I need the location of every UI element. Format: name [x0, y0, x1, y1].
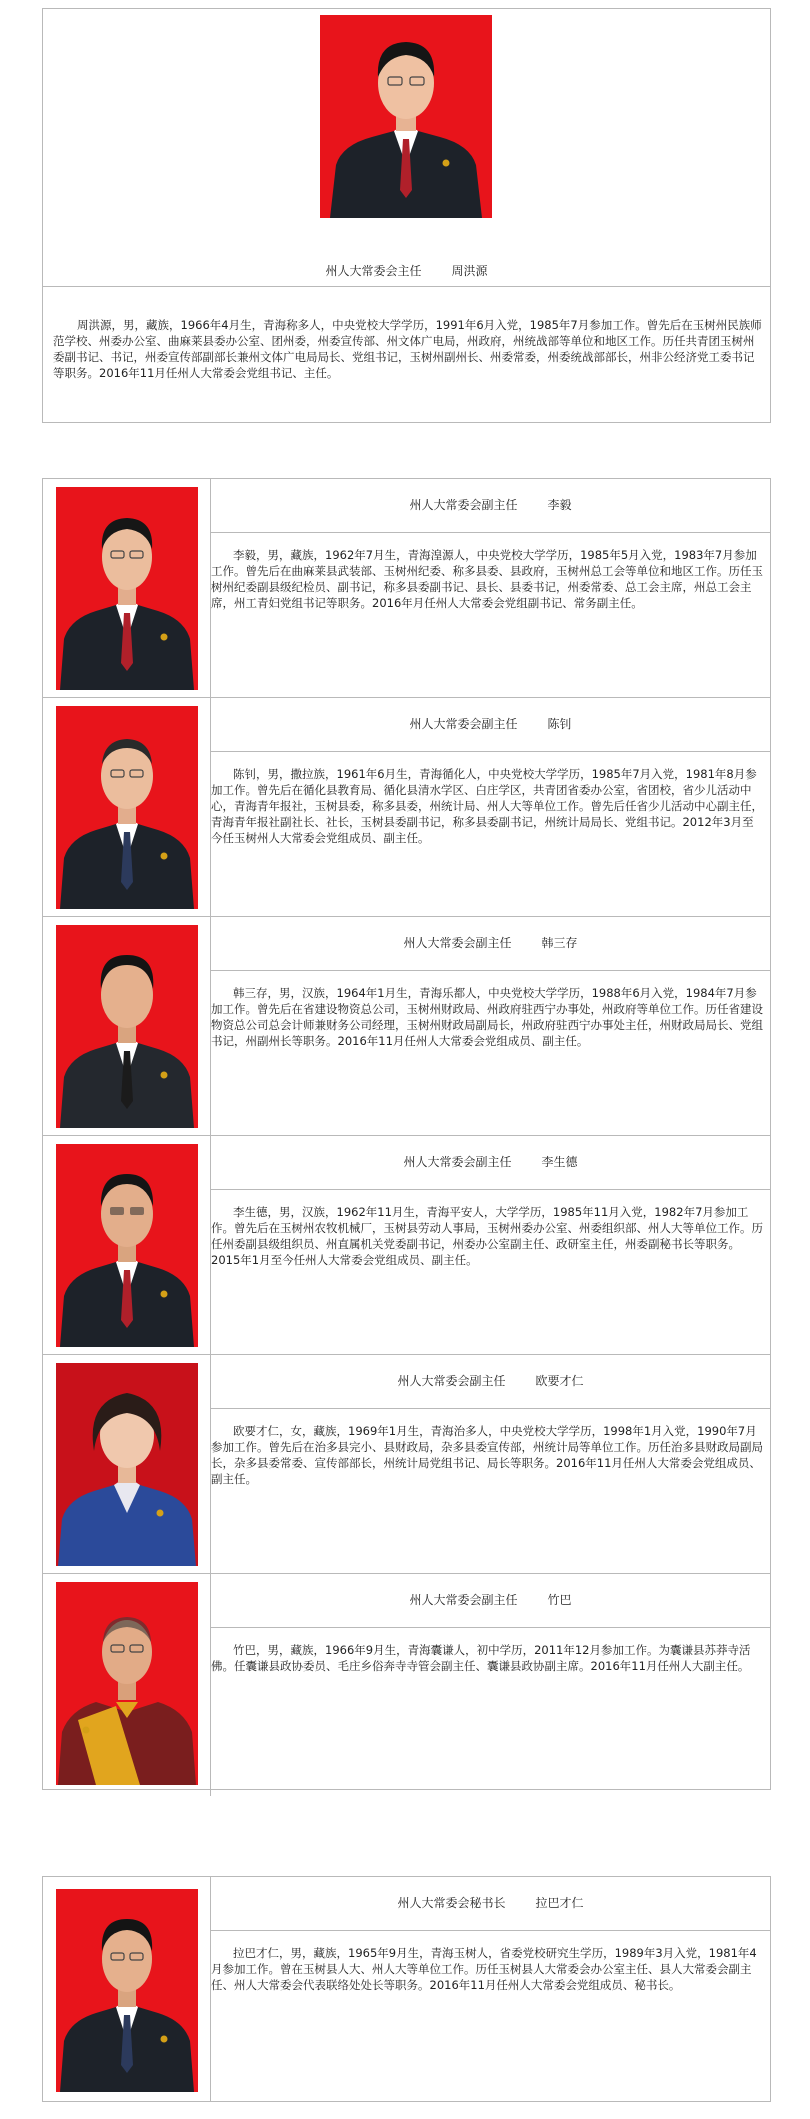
- vice-chair-row: [43, 479, 770, 697]
- text-cell: [211, 1574, 770, 1796]
- chairman-name: 周洪源: [451, 264, 488, 278]
- vice-chair-bio: 陈钊，男，撒拉族，1961年6月生，青海循化人，中央党校大学学历，1985年7月入党，1981年8月参加工作。曾先后在循化县教育局、循化县清水学区、白庄学区，共青团省委办公室，省团校，省少儿活动中心，青海青年报社，玉树县委，称多县委，州统计局、州人大等单位工作。曾先后任省少儿活动中心副主任，青海青年报社副社长、社长，玉树县委副书记，称多县委副书记，州统计局局长、党组书记。2012年3月至今任玉树州人大常委会党组成员、副主任。: [211, 767, 763, 845]
- vice-chair-name: 韩三存: [541, 936, 578, 950]
- vice-chair-title: 州人大常委会副主任: [403, 936, 512, 950]
- vice-chair-name: 陈钊: [547, 717, 572, 731]
- text-cell: [211, 698, 770, 916]
- photo-cell: [43, 1574, 211, 1796]
- text-cell: [211, 1136, 770, 1354]
- vice-chair-bio: 李毅，男，藏族，1962年7月生，青海湟源人，中央党校大学学历，1985年5月入党，1983年7月参加工作。曾先后在曲麻莱县武装部、玉树州纪委、称多县委、县政府，玉树州总工会等单位和地区工作。历任玉树州纪委副县级纪检员、副书记，称多县委副书记、县长、县委书记，州委常委、总工会主席，州总工会主席，州工青妇党组书记等职务。2016年月任州人大常委会党组副书记、常务副主任。: [211, 548, 763, 610]
- secretary-title: 州人大常委会秘书长: [397, 1896, 506, 1910]
- vice-chair-title: 州人大常委会副主任: [409, 717, 518, 731]
- secretary-row: [43, 1877, 770, 2101]
- secretary-photo: [56, 1889, 198, 2092]
- vice-chair-bio: 韩三存，男，汉族，1964年1月生，青海乐都人，中央党校大学学历，1988年6月入党，1984年7月参加工作。曾先后在省建设物资总公司，玉树州财政局、州政府驻西宁办事处，州政府等单位工作。历任省建设物资总公司总会计师兼财务公司经理，玉树州财政局副局长，州政府驻西宁办事处主任，州财政局局长、党组书记，州副州长等职务。2016年11月任州人大常委会党组成员、副主任。: [211, 986, 763, 1048]
- secretary-name: 拉巴才仁: [535, 1896, 584, 1910]
- chairman-photo-cell: [43, 9, 770, 287]
- vice-chair-row: [43, 916, 770, 1135]
- vice-chair-row: [43, 1573, 770, 1796]
- photo-cell: [43, 1877, 211, 2101]
- text-cell: [211, 1355, 770, 1573]
- text-cell: [211, 917, 770, 1135]
- photo-cell: [43, 479, 211, 697]
- chairman-title: 州人大常委会主任: [325, 264, 422, 278]
- vice-chair-row: [43, 1135, 770, 1354]
- vice-chair-title: 州人大常委会副主任: [409, 498, 518, 512]
- vice-chair-photo: [56, 925, 198, 1128]
- vice-chair-caption: [211, 917, 770, 971]
- vice-chair-bio: 欧要才仁，女，藏族，1969年1月生，青海治多人，中央党校大学学历，1998年1月入党，1990年7月参加工作。曾先后在治多县完小、县财政局，杂多县委宣传部，州统计局等单位工作。历任治多县财政局副局长，杂多县委常委、宣传部部长，州统计局党组书记、局长等职务。2016年11月任州人大常委会党组成员、副主任。: [211, 1424, 763, 1486]
- vice-chair-title: 州人大常委会副主任: [409, 1593, 518, 1607]
- vice-chair-caption: [211, 1355, 770, 1409]
- text-cell: [211, 1877, 770, 2101]
- vice-chair-bio: 竹巴，男，藏族，1966年9月生，青海囊谦人，初中学历，2011年12月参加工作。为囊谦县苏莽寺活佛。任囊谦县政协委员、毛庄乡俗奔寺寺管会副主任、囊谦县政协副主席。2016年11月任州人大副主任。: [211, 1643, 751, 1673]
- secretary-bio: 拉巴才仁，男，藏族，1965年9月生，青海玉树人，省委党校研究生学历，1989年3月入党，1981年4月参加工作。曾在玉树县人大、州人大等单位工作。历任玉树县人大常委会办公室主任、县人大常委会副主任、州人大常委会代表联络处处长等职务。2016年11月任州人大常委会党组成员、秘书长。: [211, 1946, 757, 1992]
- vice-chair-photo: [56, 487, 198, 690]
- vice-chair-caption: [211, 698, 770, 752]
- vice-chair-photo: [56, 1582, 198, 1785]
- vice-chair-photo: [56, 1144, 198, 1347]
- photo-cell: [43, 917, 211, 1135]
- secretary-table: [42, 1876, 771, 2102]
- vice-chair-photo: [56, 706, 198, 909]
- text-cell: [211, 479, 770, 697]
- vice-chair-caption: [211, 1136, 770, 1190]
- vice-chair-photo: [56, 1363, 198, 1566]
- photo-cell: [43, 1355, 211, 1573]
- photo-cell: [43, 698, 211, 916]
- vice-chairs-table: [42, 478, 771, 1790]
- secretary-caption: [211, 1877, 770, 1931]
- chairman-card: [42, 8, 771, 423]
- vice-chair-name: 李毅: [547, 498, 572, 512]
- vice-chair-bio: 李生德，男，汉族，1962年11月生，青海平安人，大学学历，1985年11月入党，1982年7月参加工作。曾先后在玉树州农牧机械厂，玉树县劳动人事局，玉树州委办公室、州委组织部、州人大等单位工作。历任州委副县级组织员、州直属机关党委副书记，州委办公室副主任、政研室主任，州委副秘书长等职务。2015年1月至今任州人大常委会党组成员、副主任。: [211, 1205, 763, 1267]
- chairman-caption: [43, 262, 770, 279]
- vice-chair-row: [43, 1354, 770, 1573]
- vice-chair-name: 竹巴: [547, 1593, 572, 1607]
- photo-cell: [43, 1136, 211, 1354]
- chairman-bio: 周洪源，男，藏族，1966年4月生，青海称多人，中央党校大学学历，1991年6月入党，1985年7月参加工作。曾先后在玉树州民族师范学校、州委办公室、曲麻莱县委办公室、团州委，州委宣传部、州文体广电局，州政府，州统战部等单位和地区工作。历任共青团玉树州委副书记、书记，州委宣传部副部长兼州文体广电局局长、党组书记，玉树州副州长、州委常委，州委统战部部长，州非公经济党工委书记等职务。2016年11月任州人大常委会党组书记、主任。: [53, 318, 762, 380]
- vice-chair-caption: [211, 479, 770, 533]
- vice-chair-title: 州人大常委会副主任: [403, 1155, 512, 1169]
- vice-chair-name: 李生德: [541, 1155, 578, 1169]
- vice-chair-row: [43, 697, 770, 916]
- vice-chair-caption: [211, 1574, 770, 1628]
- chairman-photo: [320, 15, 492, 218]
- vice-chair-title: 州人大常委会副主任: [397, 1374, 506, 1388]
- vice-chair-name: 欧要才仁: [535, 1374, 584, 1388]
